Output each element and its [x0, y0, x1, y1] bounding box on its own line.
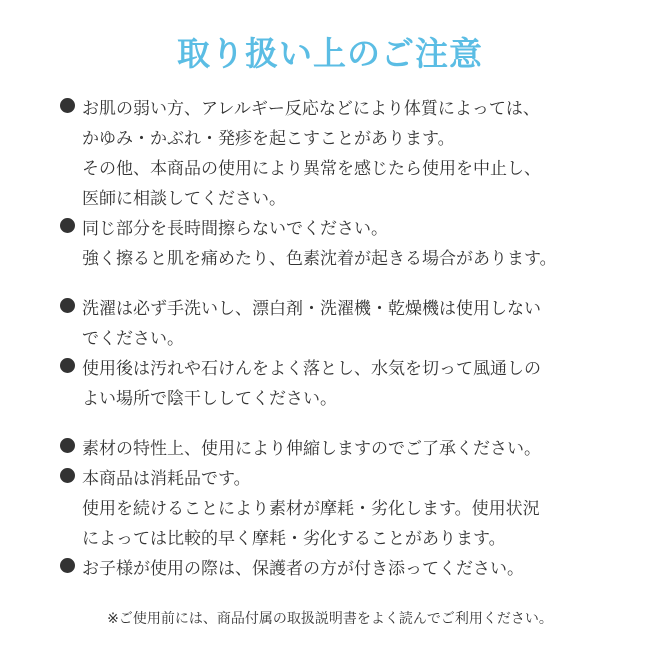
- caution-line: 使用を続けることにより素材が摩耗・劣化します。使用状況: [82, 499, 540, 519]
- bullet-icon: [60, 98, 75, 113]
- footnote: ※ご使用前には、商品付属の取扱説明書をよく読んでご利用ください。: [107, 611, 553, 627]
- caution-list: [60, 94, 620, 604]
- bullet-icon: [60, 468, 75, 483]
- caution-group-material: [60, 434, 620, 584]
- caution-item: [60, 554, 620, 584]
- bullet-icon: [60, 218, 75, 233]
- caution-line: 本商品は消耗品です。: [82, 469, 251, 489]
- caution-line: お子様が使用の際は、保護者の方が付き添ってください。: [82, 559, 524, 579]
- caution-group-care: [60, 294, 620, 414]
- caution-item: [60, 214, 620, 274]
- caution-item: [60, 94, 620, 214]
- bullet-icon: [60, 438, 75, 453]
- caution-item: [60, 464, 620, 554]
- caution-line: 同じ部分を長時間擦らないでください。: [82, 219, 388, 239]
- caution-item: [60, 434, 620, 464]
- bullet-icon: [60, 298, 75, 313]
- caution-line: 強く擦ると肌を痛めたり、色素沈着が起きる場合があります。: [82, 249, 557, 269]
- caution-line: お肌の弱い方、アレルギー反応などにより体質によっては、: [82, 99, 540, 119]
- bullet-icon: [60, 358, 75, 373]
- bullet-icon: [60, 558, 75, 573]
- caution-line: 洗濯は必ず手洗いし、漂白剤・洗濯機・乾燥機は使用しない: [82, 299, 541, 319]
- caution-line: でください。: [82, 329, 184, 349]
- caution-line: 素材の特性上、使用により伸縮しますのでご了承ください。: [82, 439, 541, 459]
- caution-item: [60, 294, 620, 354]
- page-title: 取り扱い上のご注意: [177, 34, 483, 73]
- caution-item: [60, 354, 620, 414]
- caution-line: よい場所で陰干ししてください。: [82, 389, 337, 409]
- caution-line: 使用後は汚れや石けんをよく落とし、水気を切って風通しの: [82, 359, 541, 379]
- caution-line: その他、本商品の使用により異常を感じたら使用を中止し、: [82, 159, 541, 179]
- caution-line: 医師に相談してください。: [82, 189, 286, 209]
- caution-line: かゆみ・かぶれ・発疹を起こすことがあります。: [82, 129, 455, 149]
- caution-line: によっては比較的早く摩耗・劣化することがあります。: [82, 529, 506, 549]
- caution-group-skin: [60, 94, 620, 274]
